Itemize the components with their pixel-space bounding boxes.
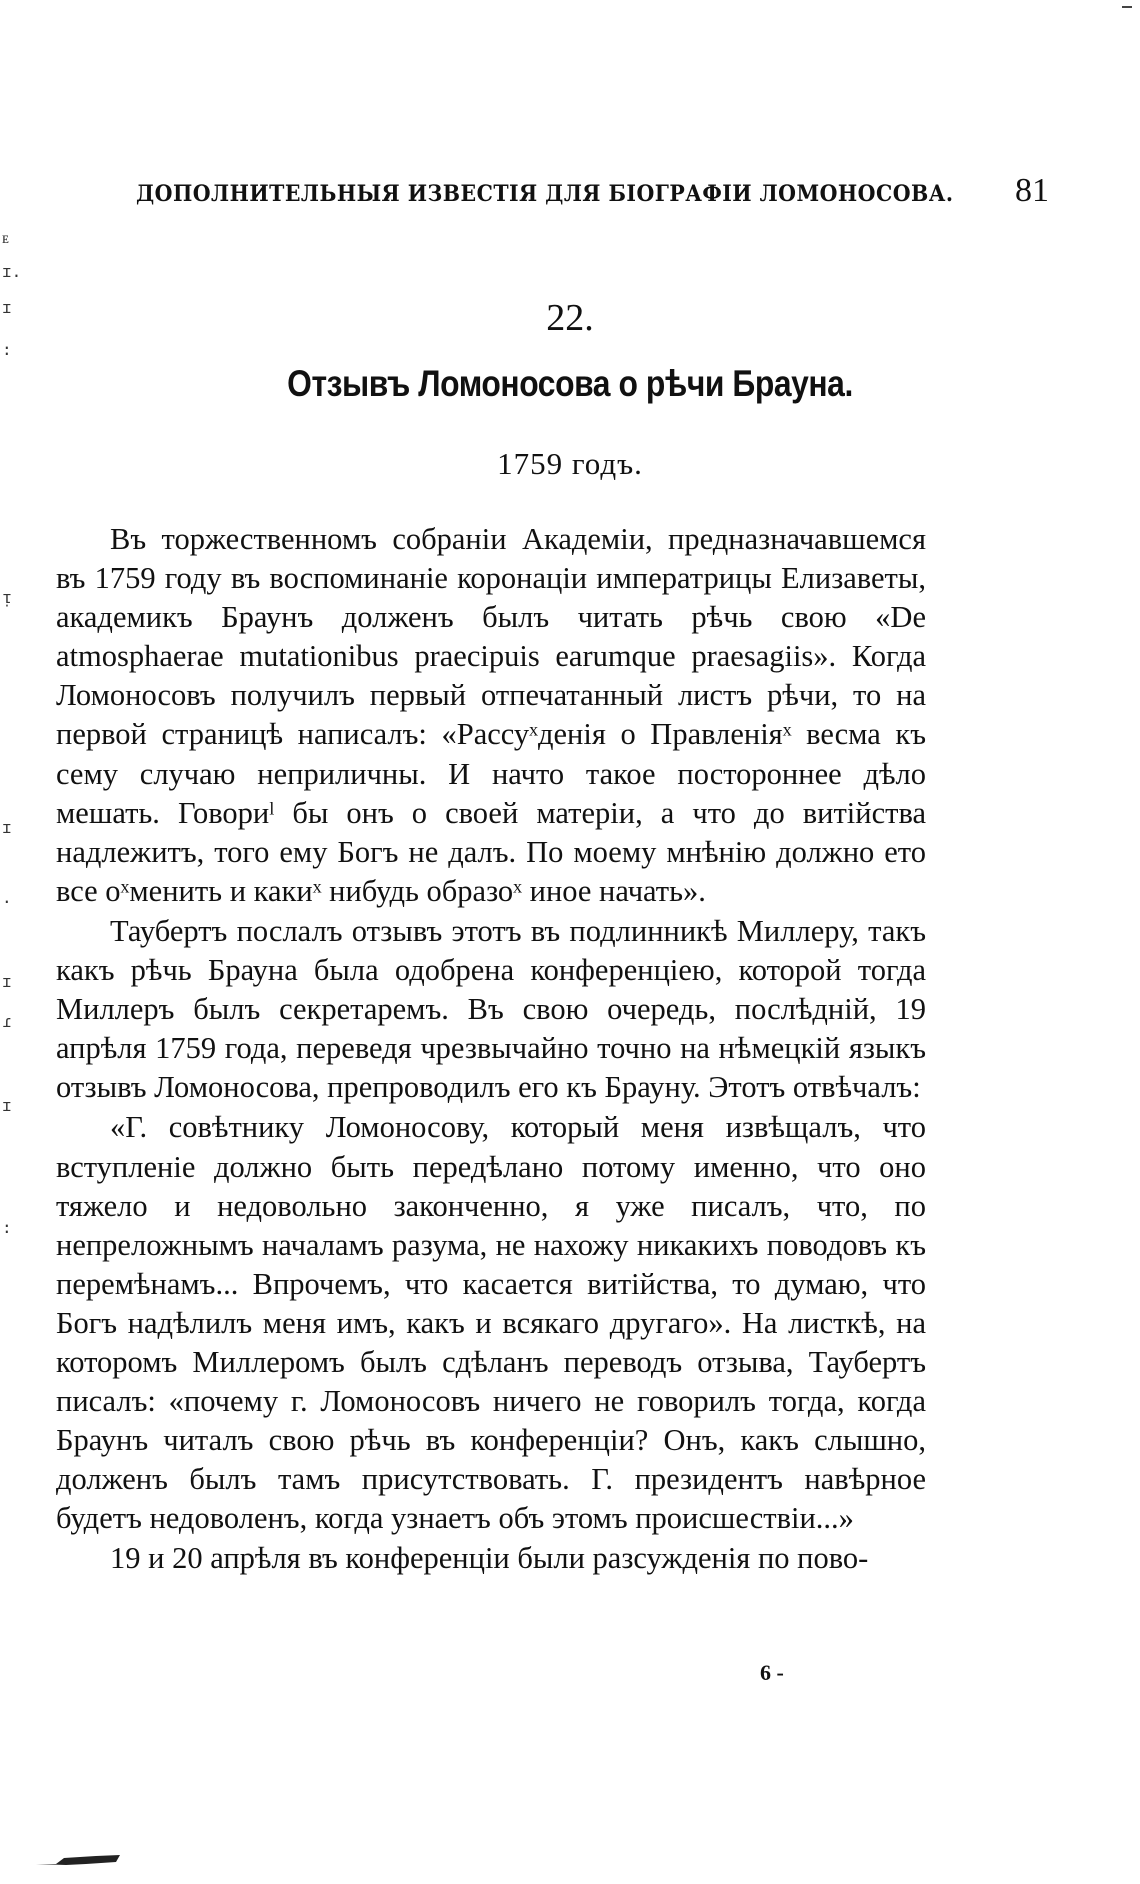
margin-mark: ɪ xyxy=(2,818,12,837)
running-title: ДОПОЛНИТЕЛЬНЫЯ ИЗВЕСТІЯ ДЛЯ БІОГРАФІИ ЛОМОНОСОВА. xyxy=(136,181,954,207)
paragraph: Въ торжественномъ собраніи Академіи, предназначавшемся въ 1759 году въ воспоминаніе коронаціи императрицы Елизаветы, академикъ Браунъ долженъ былъ читать рѣчь свою «De atmosphaerae mutationibus praecipuis earumque praesagiis». Когда Ломоносовъ получилъ первый отпечатанный листъ рѣчи, то на первой страницѣ написалъ: «Рассуˣденія о Правленіяˣ весма къ сему случаю неприличны. И начто такое постороннее дѣло мешать. Говориˡ бы онъ о своей матеріи, а что до витійства надлежитъ, того ему Богъ не далъ. По моему мнѣнію должно ето все оˣменить и какиˣ нибудь образоˣ иное начать». xyxy=(56,522,926,908)
body-text xyxy=(56,520,926,1579)
document-number: 22. xyxy=(546,297,594,339)
document-title: Отзывъ Ломоносова о рѣчи Брауна. xyxy=(287,363,853,404)
paragraph: «Г. совѣтнику Ломоносову, который меня извѣщалъ, что вступленіе должно быть передѣлано потому именно, что оно тяжело и недовольно законченно, я уже писалъ, что, по непреложнымъ началамъ разума, не нахожу никакихъ поводовъ къ перемѣнамъ... Впрочемъ, что касается витійства, то думаю, что Богъ надѣлилъ меня имъ, какъ и всякаго другаго». На листкѣ, на которомъ Миллеромъ былъ сдѣланъ переводъ отзыва, Таубертъ писалъ: «почему г. Ломоносовъ ничего не говорилъ тогда, когда Браунъ читалъ свою рѣчь въ конференціи? Онъ, какъ слышно, долженъ былъ тамъ присутствовать. Г. президентъ навѣрное будетъ недоволенъ, когда узнаетъ объ этомъ происшествіи...» xyxy=(56,1110,926,1536)
paragraph: Таубертъ послалъ отзывъ этотъ въ подлинникѣ Миллеру, такъ какъ рѣчь Брауна была одобрена конференціею, которой тогда Миллеръ былъ секретаремъ. Въ свою очередь, послѣдній, 19 апрѣля 1759 года, переведя чрезвычайно точно на нѣмецкій языкъ отзывъ Ломоносова, препроводилъ его къ Брауну. Этотъ отвѣчалъ: xyxy=(56,913,926,1105)
margin-mark: : xyxy=(2,1218,12,1237)
margin-mark: ɪ xyxy=(2,972,12,991)
margin-mark: ɪ. xyxy=(2,262,22,281)
signature-mark: 6 - xyxy=(760,1660,784,1685)
margin-mark: ɪ xyxy=(2,298,12,317)
paragraph: 19 и 20 апрѣля въ конференціи были разсужденія по пово- xyxy=(110,1541,869,1576)
margin-mark: : xyxy=(2,340,12,359)
margin-mark: ᴉ xyxy=(2,588,12,607)
page-number: 81 xyxy=(1015,172,1049,209)
margin-mark: ɾ xyxy=(2,1012,12,1031)
ink-smudge-icon xyxy=(36,1854,120,1866)
document-year: 1759 годъ. xyxy=(497,446,643,481)
margin-mark: ɪ xyxy=(2,1096,12,1115)
margin-mark: . xyxy=(2,888,12,907)
margin-mark: ᴇ xyxy=(2,228,10,247)
top-edge-mark xyxy=(1122,6,1132,8)
running-header xyxy=(136,172,1049,210)
